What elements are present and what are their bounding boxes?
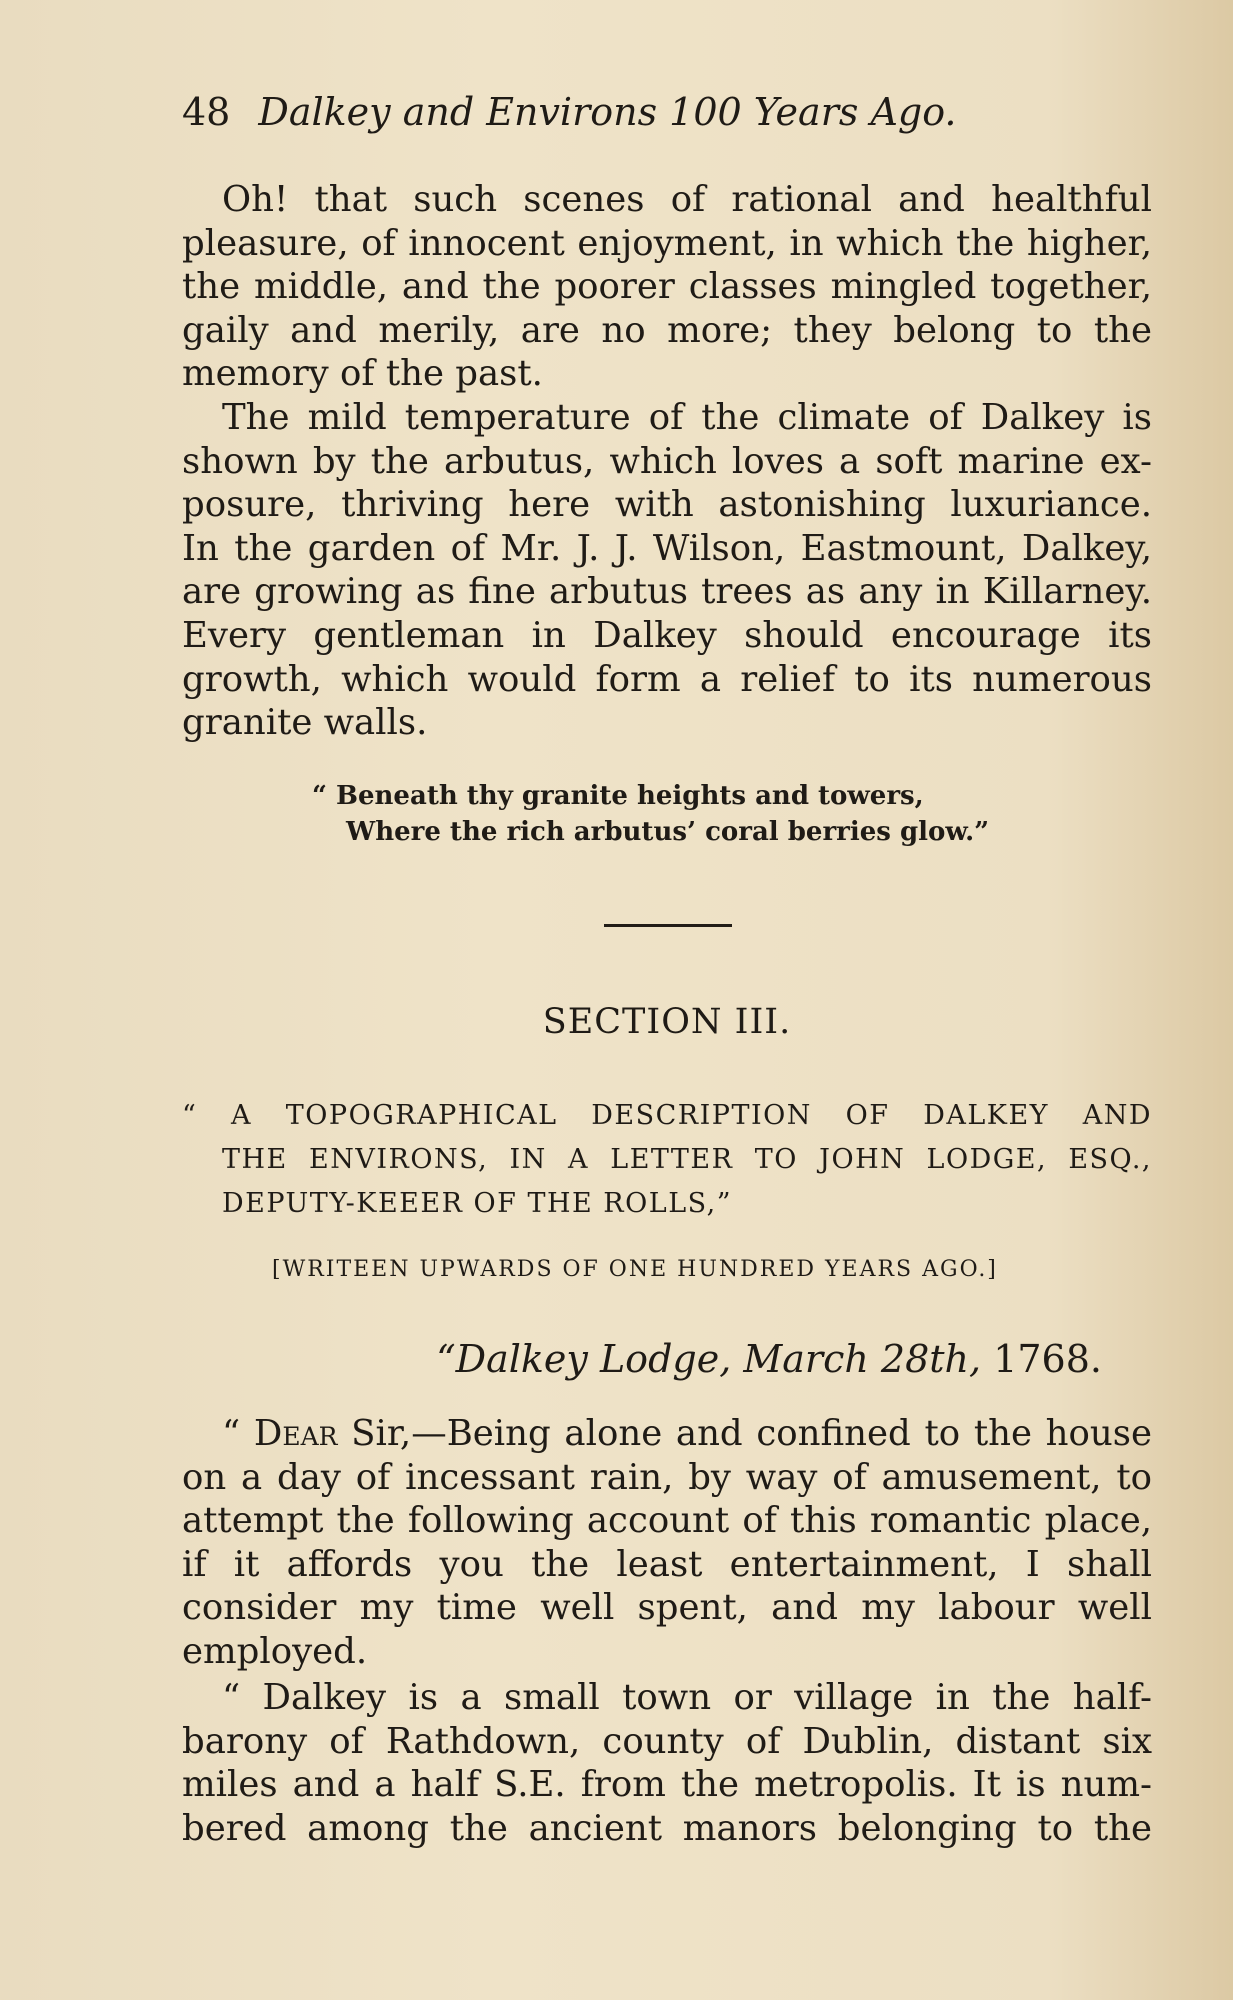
text-line: gaily and merily, are no more; they belong to the (182, 309, 1152, 351)
book-page (182, 0, 1152, 2000)
running-head (182, 88, 1042, 136)
text-line: Every gentleman in Dalkey should encourage its (182, 614, 1152, 656)
section-heading-line: “ A TOPOGRAPHICAL DESCRIPTION OF DALKEY AND (182, 1100, 1152, 1131)
text-line: pleasure, of innocent enjoyment, in which the higher, (182, 222, 1152, 264)
letter-paragraph-1-cont (182, 1456, 1152, 1674)
section-divider (604, 924, 732, 927)
letter-paragraph-2 (222, 1676, 1152, 1720)
verse-line: “ Beneath thy granite heights and towers, (312, 781, 924, 811)
text-line: are growing as fine arbutus trees as any in Killarney. (182, 571, 1152, 613)
section-heading-line: DEPUTY-KEEER OF THE ROLLS,” (222, 1188, 733, 1219)
salutation: “ Dear (222, 1413, 338, 1454)
salutation-rest: Sir,—Being alone and confined to the house (337, 1413, 1152, 1454)
paragraph-arbutus-cont (182, 440, 1152, 745)
text-line: consider my time well spent, and my labour well (182, 1587, 1152, 1629)
text-line: if it affords you the least entertainment, I shall (182, 1543, 1152, 1585)
text-line: “ Dalkey is a small town or village in the half- (222, 1677, 1152, 1718)
text-line: Oh! that such scenes of rational and healthful (222, 179, 1152, 220)
text-line: growth, which would form a relief to its numerous (182, 658, 1152, 700)
text-line: memory of the past. (182, 353, 543, 395)
text-line: bered among the ancient manors belonging to the (182, 1807, 1152, 1849)
paragraph-oh-cont (182, 222, 1152, 396)
text-line: attempt the following account of this romantic place, (182, 1500, 1152, 1542)
letter-paragraph-1 (222, 1412, 1152, 1456)
dateline-place: “Dalkey Lodge, March 28th, (436, 1337, 982, 1381)
verse-line: Where the rich arbutus’ coral berries glow.” (346, 817, 990, 847)
section-title: SECTION III. (542, 1002, 792, 1042)
bracket-note: [WRITEEN UPWARDS OF ONE HUNDRED YEARS AGO.] (272, 1257, 998, 1282)
text-line: barony of Rathdown, county of Dublin, distant six (182, 1720, 1152, 1762)
text-line: employed. (182, 1630, 368, 1672)
letter-paragraph-2-cont (182, 1720, 1152, 1851)
dateline-year: 1768. (993, 1337, 1102, 1381)
text-line: posure, thriving here with astonishing luxuriance. (182, 484, 1152, 526)
text-line: on a day of incessant rain, by way of amusement, to (182, 1456, 1152, 1498)
paragraph-arbutus (222, 396, 1152, 440)
verse-quote (312, 778, 1072, 850)
letter-dateline (182, 1335, 1102, 1383)
text-line: the middle, and the poorer classes mingled together, (182, 266, 1152, 308)
section-heading-line: THE ENVIRONS, IN A LETTER TO JOHN LODGE, ESQ., (222, 1144, 1152, 1175)
text-line: granite walls. (182, 702, 428, 744)
text-line: miles and a half S.E. from the metropolis. It is num- (182, 1764, 1152, 1806)
running-title: Dalkey and Environs 100 Years Ago. (258, 90, 957, 134)
text-line: shown by the arbutus, which loves a soft marine ex- (182, 440, 1152, 482)
text-line: In the garden of Mr. J. J. Wilson, Eastmount, Dalkey, (182, 527, 1152, 569)
text-line: The mild temperature of the climate of Dalkey is (222, 397, 1152, 438)
page-number: 48 (182, 90, 231, 134)
text-line (222, 1412, 1152, 1456)
paragraph-oh (222, 178, 1152, 222)
